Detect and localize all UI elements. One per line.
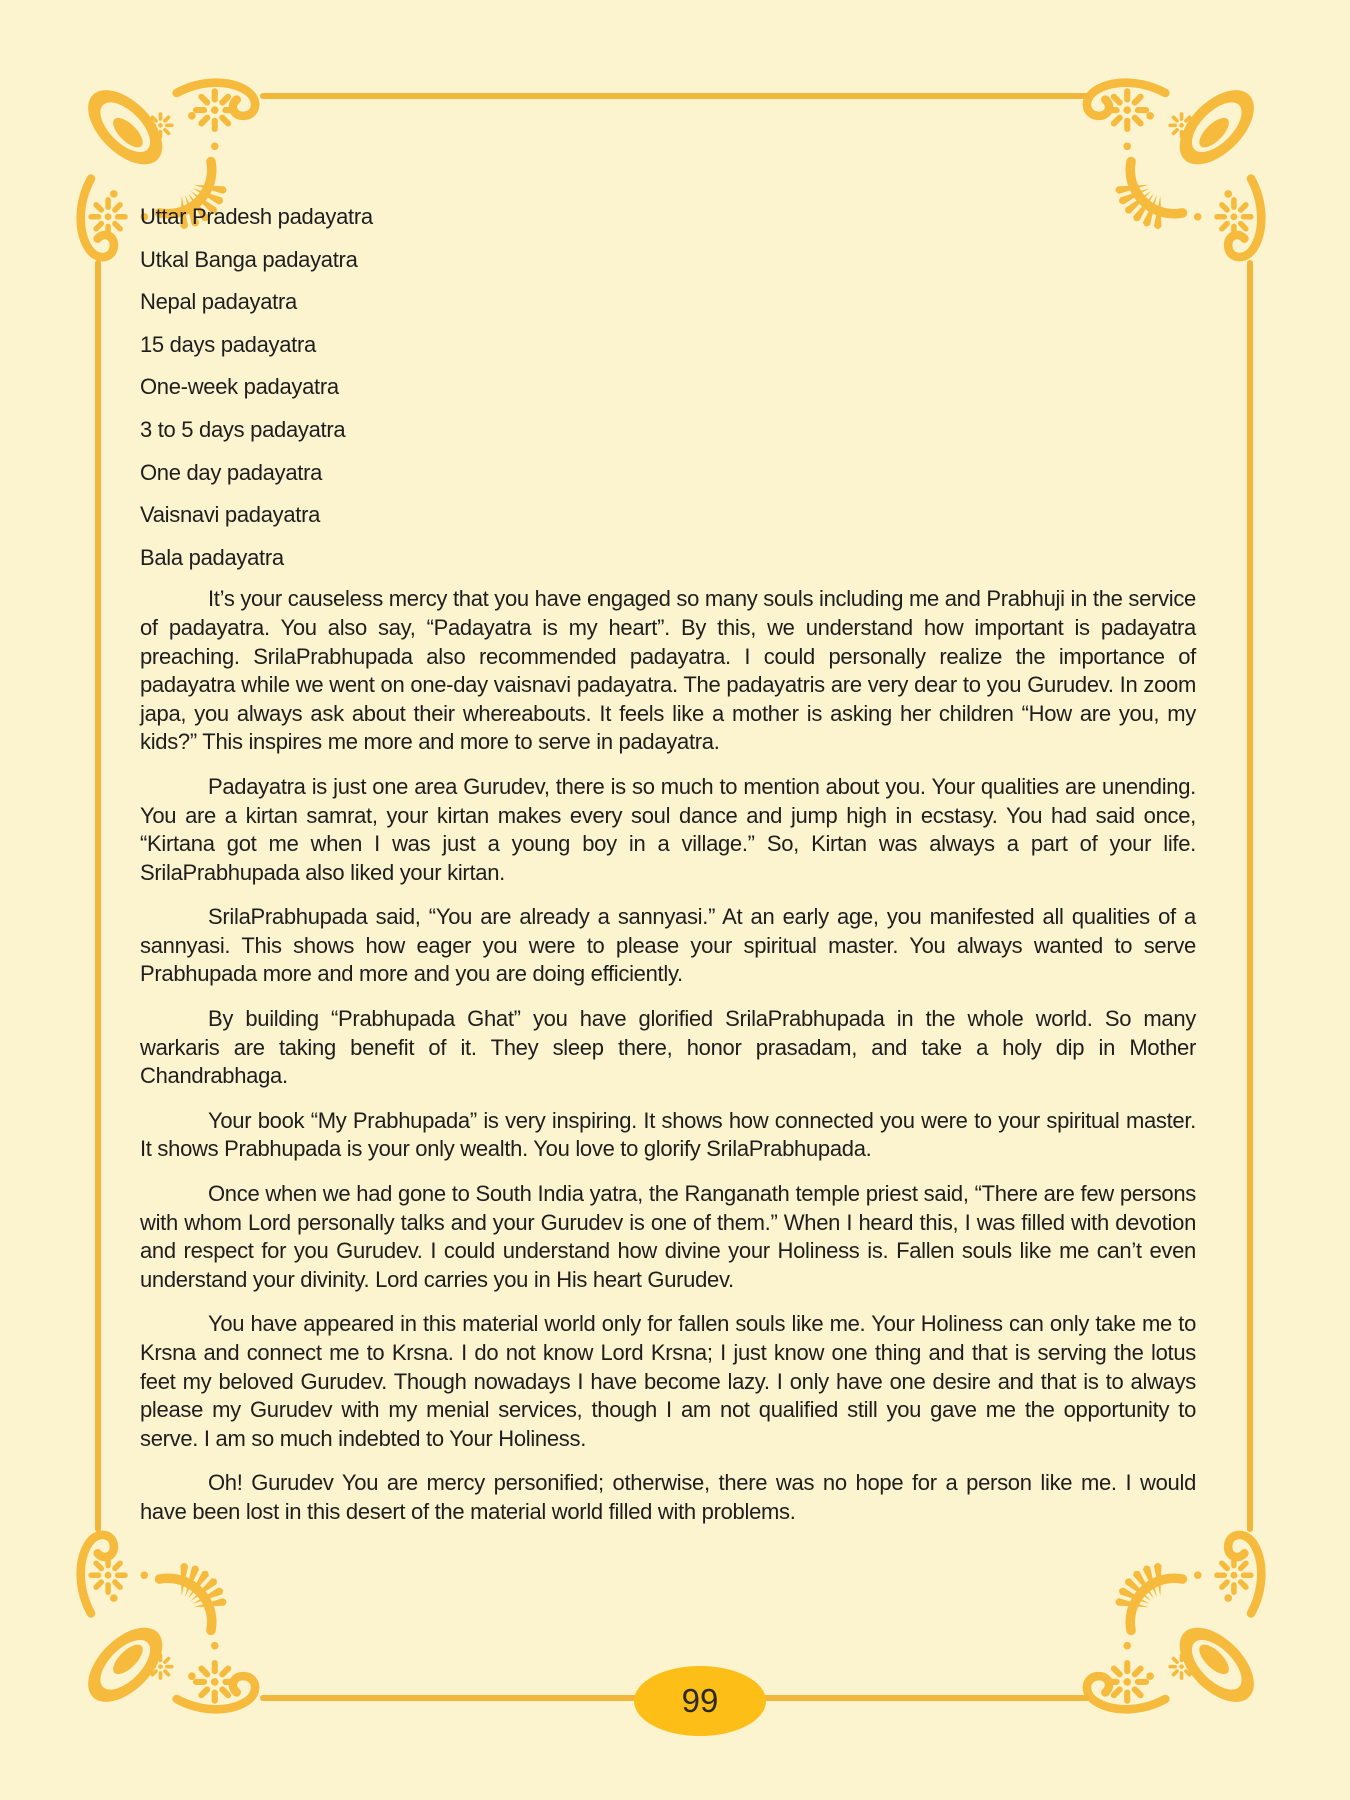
page-number-badge	[634, 1666, 766, 1736]
paragraph: It’s your causeless mercy that you have engaged so many souls including me and Prabhuji in the service of padayatra. You also say, “Padayatra is my heart”. By this, we understand how important is padayatra preaching. SrilaPrabhupada also recommended padayatra. I could personally realize the importance of padayatra while we went on one-day vaisnavi padayatra. The padayatris are very dear to you Gurudev. In zoom japa, you always ask about their whereabouts. It feels like a mother is asking her children “How are you, my kids?” This inspires me more and more to serve in padayatra.	[140, 586, 1196, 755]
list-item: One-week padayatra	[140, 374, 339, 400]
list-item: Utkal Banga padayatra	[140, 246, 358, 272]
paragraph: Oh! Gurudev You are mercy personified; otherwise, there was no hope for a person like me. I would have been lost in this desert of the material world filled with problems.	[140, 1470, 1196, 1524]
padayatra-list	[140, 196, 1196, 579]
paragraph: Once when we had gone to South India yatra, the Ranganath temple priest said, “There are few persons with whom Lord personally talks and your Gurudev is one of them.” When I heard this, I was filled with devotion and respect for you Gurudev. I could understand how divine your Holiness is. Fallen souls like me can’t even understand your divinity. Lord carries you in His heart Gurudev.	[140, 1181, 1196, 1292]
paragraph: Your book “My Prabhupada” is very inspiring. It shows how connected you were to your spiritual master. It shows Prabhupada is your only wealth. You love to glorify SrilaPrabhupada.	[140, 1107, 1196, 1162]
list-item: 3 to 5 days padayatra	[140, 416, 346, 442]
paragraph: SrilaPrabhupada said, “You are already a sannyasi.” At an early age, you manifested all qualities of a sannyasi. This shows how eager you were to please your spiritual master. You always wanted to serve Prabhupada more and more and you are doing efficiently.	[140, 904, 1196, 987]
list-item: One day padayatra	[140, 459, 323, 485]
list-item: Vaisnavi padayatra	[140, 502, 321, 528]
list-item: Uttar Pradesh padayatra	[140, 204, 373, 229]
page-content	[140, 196, 1196, 1527]
paragraph: By building “Prabhupada Ghat” you have glorified SrilaPrabhupada in the whole world. So many warkaris are taking benefit of it. They sleep there, honor prasadam, and take a holy dip in Mother Chandrabhaga.	[140, 1006, 1196, 1089]
corner-flourish-bottom-right	[1072, 1520, 1272, 1720]
list-item: 15 days padayatra	[140, 331, 316, 357]
paragraph: You have appeared in this material world only for fallen souls like me. Your Holiness can only take me to Krsna and connect me to Krsna. I do not know Lord Krsna; I just know one thing and that is serving the lotus feet my beloved Gurudev. Though nowadays I have become lazy. I only have one desire and that is to always please my Gurudev with my menial services, though I am not qualified still you gave me the opportunity to serve. I am so much indebted to Your Holiness.	[140, 1311, 1196, 1451]
border-line-left	[95, 260, 101, 1532]
page-number: 99	[681, 1682, 719, 1719]
border-line-top	[260, 93, 1090, 99]
list-item: Bala padayatra	[140, 544, 284, 570]
list-item: Nepal padayatra	[140, 289, 297, 315]
corner-flourish-bottom-left	[70, 1520, 270, 1720]
paragraph: Padayatra is just one area Gurudev, there is so much to mention about you. Your qualities are unending. You are a kirtan samrat, your kirtan makes every soul dance and jump high in ecstasy. You had said once, “Kirtana got me when I was just a young boy in a village.” So, Kirtan was always a part of your life. SrilaPrabhupada also liked your kirtan.	[140, 773, 1196, 885]
border-line-right	[1247, 260, 1253, 1532]
